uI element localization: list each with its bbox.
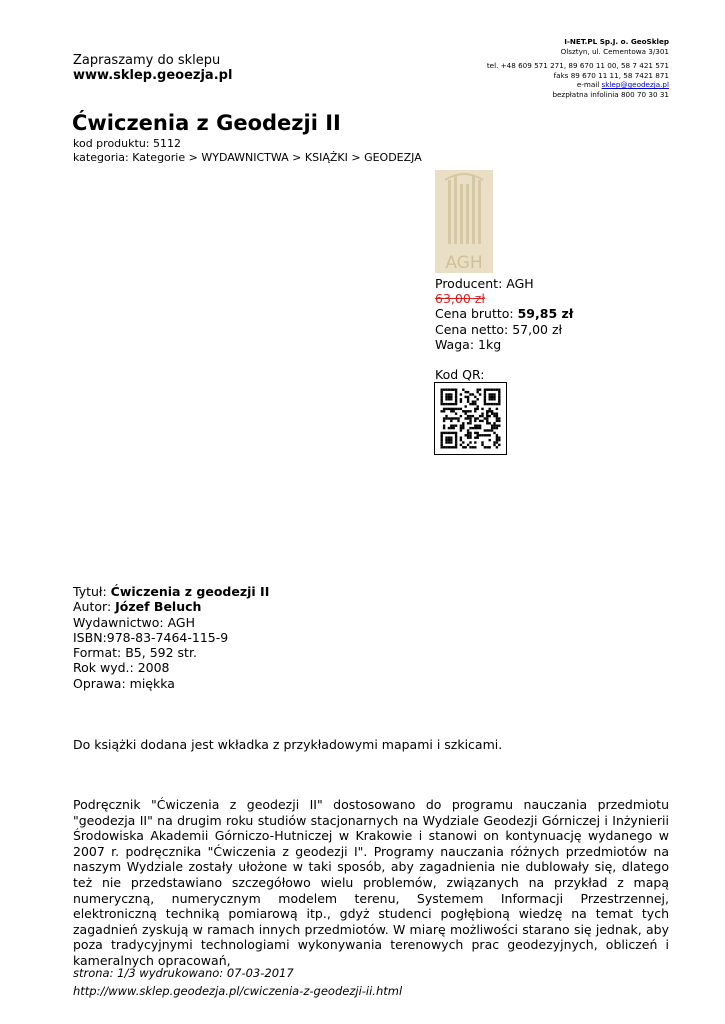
qr-code-image: [434, 382, 507, 455]
company-phone: tel. +48 609 571 271, 89 670 11 00, 58 7 421 571: [486, 61, 669, 70]
gross-price-label: Cena brutto:: [435, 306, 518, 322]
detail-binding: Oprawa: miękka: [73, 675, 175, 691]
detail-publisher: Wydawnictwo: AGH: [73, 614, 195, 630]
gross-price-line: [435, 306, 573, 321]
shop-url: www.sklep.geoezja.pl: [73, 68, 233, 83]
company-fax: faks 89 670 11 11, 58 7421 871: [553, 70, 669, 80]
book-details: [73, 584, 269, 691]
email-link[interactable]: sklep@geodezja.pl: [601, 80, 669, 89]
agh-logo-image: [435, 170, 493, 273]
shop-invite-block: [73, 53, 232, 83]
detail-isbn: ISBN:978-83-7464-115-9: [73, 629, 229, 645]
page-footer: [73, 964, 402, 1000]
detail-author: [73, 599, 269, 614]
product-code: kod produktu: 5112: [73, 137, 181, 150]
detail-author-label: Autor:: [73, 599, 116, 615]
detail-title: [73, 584, 269, 599]
page-info: strona: 1/3 wydrukowano: 07-03-2017: [73, 966, 294, 980]
qr-code-icon: [435, 383, 506, 454]
detail-author-value: Józef Beluch: [115, 599, 202, 615]
weight: Waga: 1kg: [435, 336, 502, 352]
insert-note: Do książki dodana jest wkładka z przykładowymi mapami i szkicami.: [73, 737, 503, 752]
company-name: I-NET.PL Sp.J. o. GeoSklep: [564, 37, 669, 46]
gross-price-value: 59,85 zł: [517, 306, 574, 322]
company-info: [409, 37, 669, 99]
invite-text: Zapraszamy do sklepu: [73, 53, 221, 68]
producer: Producent: AGH: [435, 276, 534, 291]
qr-label: Kod QR:: [435, 367, 485, 382]
net-price: Cena netto: 57,00 zł: [435, 321, 563, 337]
company-email-line: [409, 80, 669, 90]
detail-format: Format: B5, 592 str.: [73, 645, 197, 661]
detail-year: Rok wyd.: 2008: [73, 660, 170, 676]
product-description: Podręcznik "Ćwiczenia z geodezji II" dostosowano do programu nauczania przedmiotu "geodezja II" na drugim roku studiów stacjonarnych na Wydziale Geodezji Górniczej i Inżynierii Środowiska Akademii Górniczo-Hutniczej w Krakowie i stanowi on kontynuację wydanego w 2007 r. podręcznika "Ćwiczenia z geodezji I". Programy nauczania różnych przedmiotów na naszym Wydziale zostały ułożone w taki sposób, aby zagadnienia nie dublowały się, dlatego też nie przedstawiano szczegółowo wielu problemów, związanych na przykład z mapą numeryczną, numerycznym modelem terenu, Systemem Informacji Przestrzennej, elektroniczną techniką pomiarową itp., gdyż studenci pogłębioną wiedzę na temat tych zagadnień zyskują w ramach innych przedmiotów. W miarę możliwości starano się jednak, aby poza tradycyjnymi technologiami wykonywania terenowych prac geodezyjnych, obliczeń i kameralnych opracowań,: [73, 797, 669, 968]
agh-logo-icon: [435, 170, 493, 273]
price-info: [435, 276, 573, 352]
company-address: Olsztyn, ul. Cementowa 3/301: [560, 46, 669, 56]
detail-title-value: Ćwiczenia z geodezji II: [110, 584, 270, 599]
svg-text:AGH: AGH: [445, 253, 483, 273]
product-meta: [73, 137, 422, 165]
product-title: Ćwiczenia z Geodezji II: [72, 111, 341, 135]
detail-title-label: Tytuł:: [73, 584, 111, 599]
company-hotline: bezpłatna infolinia 800 70 30 31: [552, 89, 669, 99]
email-label: e-mail: [576, 80, 602, 89]
page-url: http://www.sklep.geodezja.pl/cwiczenia-z-geodezji-ii.html: [73, 984, 403, 998]
product-category: kategoria: Kategorie > WYDAWNICTWA > KSIĄŻKI > GEODEZJA: [73, 151, 422, 164]
old-price: 63,00 zł: [435, 291, 485, 307]
